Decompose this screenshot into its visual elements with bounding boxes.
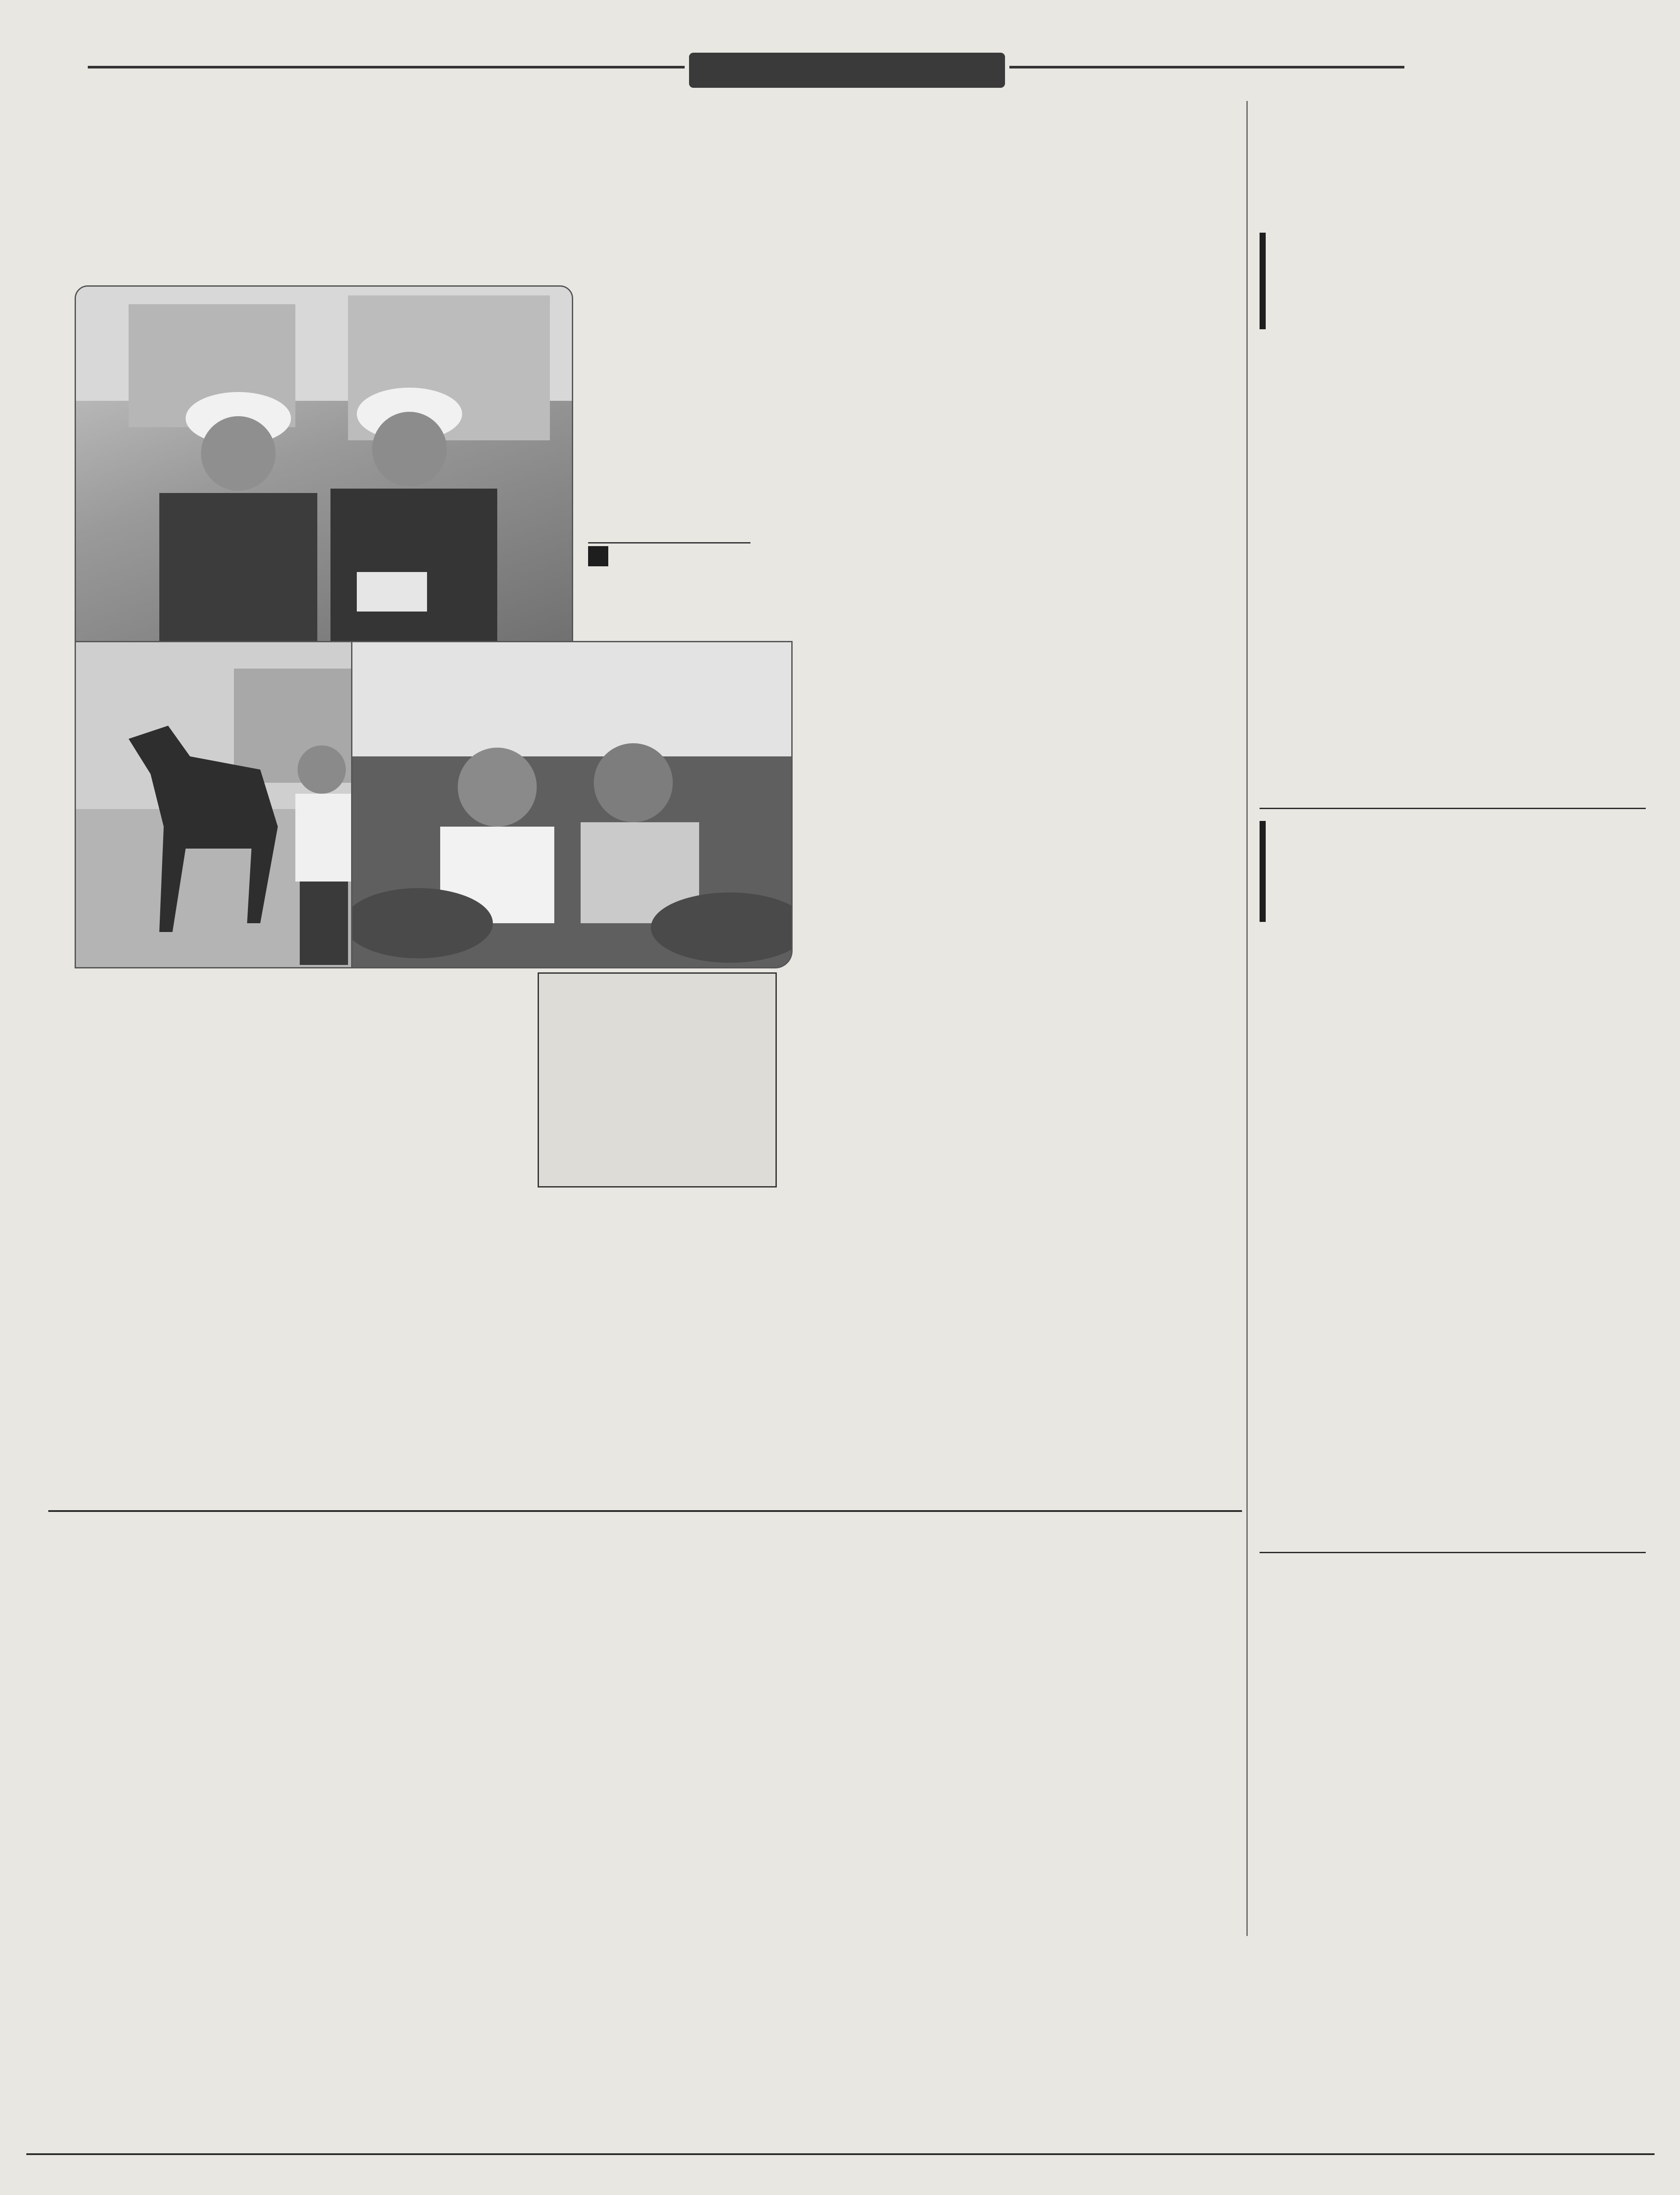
lead-col-e xyxy=(294,972,527,1504)
melio-headline xyxy=(48,1545,1242,1622)
lead-inset-program xyxy=(538,972,777,1187)
biz-a2-author xyxy=(1435,1510,1646,1529)
cb-footnote xyxy=(1260,2090,1646,2155)
paper-name-logo xyxy=(689,53,1005,88)
lead-col-c xyxy=(1005,279,1238,1504)
biz-a1-author xyxy=(1435,764,1646,783)
lead-inset-investment xyxy=(588,542,750,639)
lead-col-b xyxy=(768,279,1001,1504)
melio-col-4 xyxy=(641,1633,834,2147)
masthead-rule-left xyxy=(88,66,685,68)
melio-col-1 xyxy=(48,1826,233,2142)
cb-lead xyxy=(1260,1655,1646,1791)
lead-inset-icon xyxy=(588,546,608,566)
biz-a2-author-role xyxy=(1435,1528,1646,1547)
photo-workers-helmets xyxy=(75,285,573,661)
lead-headline xyxy=(48,121,1251,257)
biz-a2-title xyxy=(1260,821,1646,922)
biz-news-logo xyxy=(1260,101,1646,215)
divider-biz-a1 xyxy=(1260,808,1646,809)
divider-biz-a2 xyxy=(1260,1552,1646,1553)
lead-col-a xyxy=(588,279,750,544)
issue-date xyxy=(1409,52,1655,83)
photo-farmers-field xyxy=(351,641,793,968)
cb-title xyxy=(1260,1556,1646,1653)
page-number xyxy=(48,47,83,87)
biz-a1-place xyxy=(1260,781,1470,801)
masthead-rule-right xyxy=(1009,66,1404,68)
divider-right-column xyxy=(1246,101,1248,1936)
melio-col-3 xyxy=(441,1633,634,2147)
melio-kicker xyxy=(81,1517,432,1547)
divider-tickers xyxy=(26,2153,1655,2155)
melio-col-2 xyxy=(244,1826,428,2142)
biz-a2-lead xyxy=(1260,926,1646,1032)
melio-author xyxy=(1040,2028,1238,2068)
melio-lead xyxy=(48,1633,434,1817)
melio-col-6 xyxy=(1040,1633,1238,2019)
biz-a1-title xyxy=(1260,233,1646,329)
biz-a1-lead xyxy=(1260,334,1646,540)
lead-subhead-reforms xyxy=(48,961,215,1036)
melio-col-5 xyxy=(840,1633,1034,2147)
melio-author-role xyxy=(1040,2070,1238,2109)
biz-a1-body xyxy=(1260,542,1646,762)
lead-col-d xyxy=(48,1040,281,1504)
cb-rates-table xyxy=(1268,1793,1637,2092)
biz-a2-body xyxy=(1260,1034,1646,1506)
lead-col-f xyxy=(538,1194,766,1504)
divider-lead-bottom xyxy=(48,1510,1242,1512)
